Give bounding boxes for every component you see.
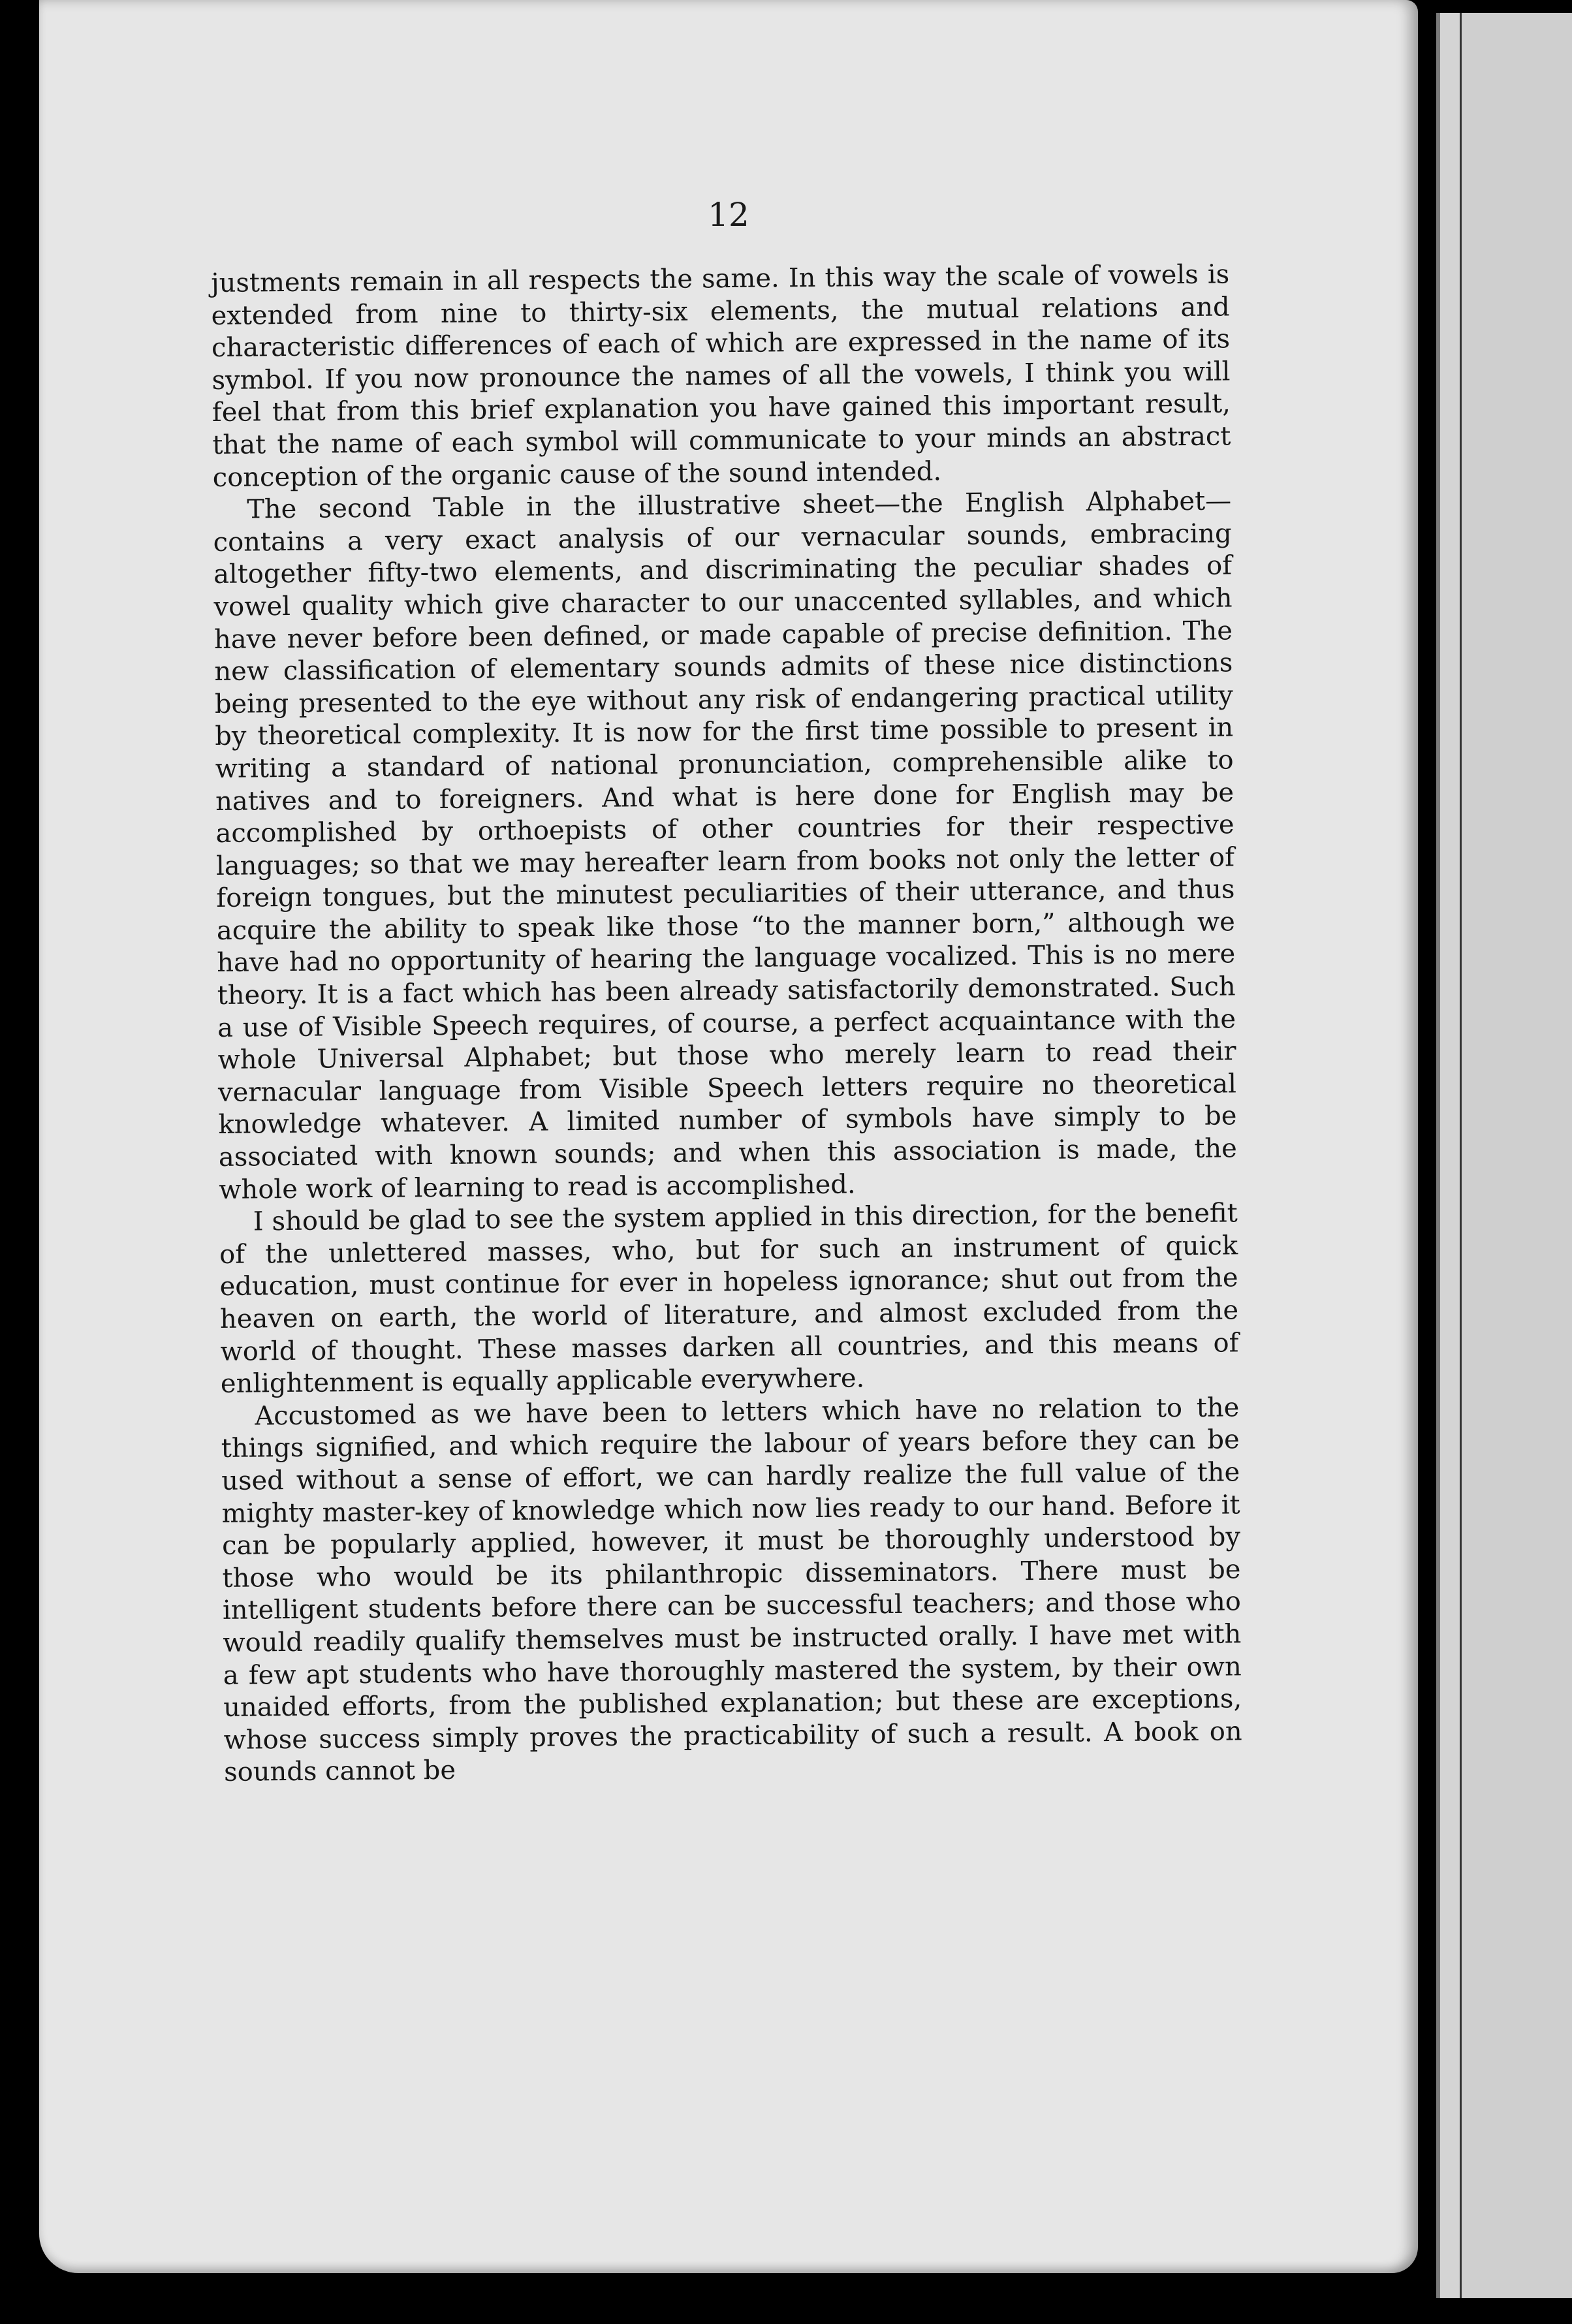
- page-text-body: [211, 259, 1242, 1789]
- paragraph-system-applied: I should be glad to see the system applied in this direction, for the benefit of the unlettered masses, who, but for such an instrument of quick education, must continue for ever in hopeless ignorance; shut out from the heaven on earth, the world of literature, and almost excluded from the world of thought. These masses darken all countries, and this means of enlightenment is equally applicable everywhere.: [219, 1198, 1239, 1400]
- paragraph-continuation: justments remain in all respects the same. In this way the scale of vowels is extended from nine to thirty-six elements, the mutual relations and characteristic differences of each of which are expressed in the name of its symbol. If you now pronounce the names of all the vowels, I think you will feel that from this brief explanation you have gained this important result, that the name of each symbol will communicate to your minds an abstract conception of the organic cause of the sound intended.: [211, 259, 1231, 493]
- book-page: [39, 0, 1418, 2273]
- next-page-edge: [1436, 13, 1572, 2298]
- page-number: 12: [708, 196, 749, 234]
- paragraph-accustomed: Accustomed as we have been to letters which have no relation to the things signified, and which require the labour of years before they can be used without a sense of effort, we can hardly realize the full value of the mighty master-key of knowledge which now lies ready to our hand. Before it can be popularly applied, however, it must be thoroughly understood by those who would be its philanthropic disseminators. There must be intelligent students before there can be successful teachers; and those who would readily qualify themselves must be instructed orally. I have met with a few apt students who have thoroughly mastered the system, by their own unaided efforts, from the published explanation; but these are exceptions, whose success simply proves the practicability of such a result. A book on sounds cannot be: [221, 1392, 1242, 1788]
- next-page-edge-inner: [1460, 13, 1572, 2298]
- paragraph-second-table: The second Table in the illustrative sheet—the English Alphabet—contains a very exact analysis of our vernacular sounds, embracing altogether fifty-two elements, and discriminating the peculiar shades of vowel quality which give character to our unaccented syllables, and which have never before been defined, or made capable of precise definition. The new classification of elementary sounds admits of these nice distinctions being presented to the eye without any risk of endangering practical utility by theoretical complexity. It is now for the first time possible to present in writing a standard of national pronunciation, comprehensible alike to natives and to foreigners. And what is here done for English may be accomplished by orthoepists of other countries for their respective languages; so that we may hereafter learn from books not only the letter of foreign tongues, but the minutest peculiarities of their utterance, and thus acquire the ability to speak like those “to the manner born,” although we have had no opportunity of hearing the language vocalized. This is no mere theory. It is a fact which has been already satisfactorily demonstrated. Such a use of Visible Speech requires, of course, a perfect acquaintance with the whole Universal Alphabet; but those who merely learn to read their vernacular language from Visible Speech letters require no theoretical knowledge whatever. A limited number of symbols have simply to be associated with known sounds; and when this association is made, the whole work of learning to read is accomplished.: [213, 486, 1238, 1205]
